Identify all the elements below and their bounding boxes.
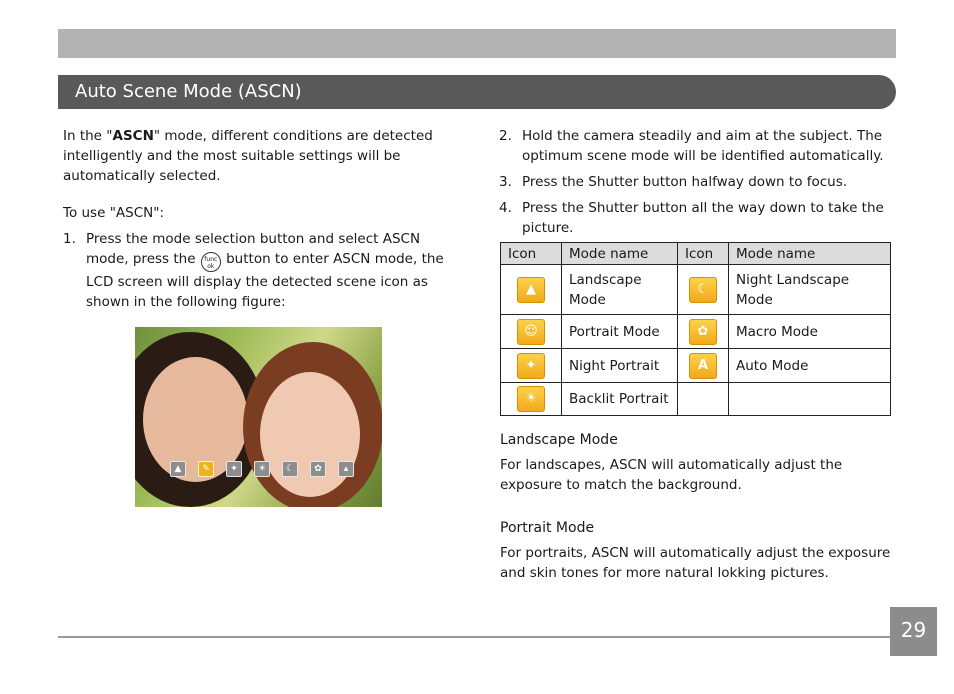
intro-suffix: " mode, different conditions are detected intelligently and the most suitable settings will be automatically selected.: [63, 128, 433, 184]
portrait-text: For portraits, ASCN will automatically adjust the exposure and skin tones for more natural lokking pictures.: [500, 545, 891, 581]
table-cell: [501, 349, 562, 383]
table-cell: Portrait Mode: [562, 315, 678, 349]
backlit-portrait-icon: ☀: [517, 386, 545, 412]
table-cell: Macro Mode: [729, 315, 891, 349]
func-label: func: [204, 256, 218, 263]
landscape-mode-icon: ▲: [517, 277, 545, 303]
table-cell: [501, 315, 562, 349]
table-header: Mode name: [729, 243, 891, 265]
step-number: 2.: [499, 128, 512, 144]
table-row: [501, 349, 891, 383]
step-text: Press the mode selection button and select ASCN mode, press the: [86, 231, 421, 267]
table-cell: Backlit Portrait: [562, 383, 678, 416]
left-column: [63, 126, 453, 312]
table-cell: Landscape Mode: [562, 265, 678, 315]
step-4: [499, 198, 894, 238]
landscape-heading: Landscape Mode: [500, 432, 618, 448]
scene-mode-table: [500, 242, 891, 416]
auto-mode-icon: A: [689, 353, 717, 379]
footer-rule: [58, 636, 890, 638]
right-steps: [499, 126, 894, 238]
macro-mode-icon: ✿: [310, 461, 326, 477]
step-1: [63, 229, 453, 312]
backlit-portrait-icon: ☀: [254, 461, 270, 477]
lcd-sample-photo: [135, 327, 382, 507]
auto-mode-icon: ▴: [338, 461, 354, 477]
table-cell: [678, 315, 729, 349]
table-cell: [678, 265, 729, 315]
table-cell: [501, 265, 562, 315]
portrait-mode-icon: ✎: [198, 461, 214, 477]
portrait-mode-icon: ☺: [517, 319, 545, 345]
to-use-label: To use "ASCN":: [63, 205, 164, 221]
landscape-text: For landscapes, ASCN will automatically adjust the exposure to match the background.: [500, 457, 843, 493]
table-header: Icon: [501, 243, 562, 265]
intro-paragraph: [63, 126, 453, 186]
night-landscape-mode-icon: ☾: [282, 461, 298, 477]
ok-label: ok: [207, 263, 215, 270]
step-3: [499, 172, 894, 192]
section-title: Auto Scene Mode (ASCN): [75, 81, 302, 102]
landscape-mode-icon: ▲: [170, 461, 186, 477]
table-cell: Auto Mode: [729, 349, 891, 383]
step-number: 3.: [499, 174, 512, 190]
step-text: Press the Shutter button all the way down to take the picture.: [522, 200, 884, 236]
left-steps: [63, 229, 453, 312]
table-cell: [678, 349, 729, 383]
night-portrait-icon: ✦: [517, 353, 545, 379]
table-header: Icon: [678, 243, 729, 265]
top-bar: [58, 29, 896, 58]
intro-prefix: In the ": [63, 128, 113, 144]
portrait-heading: Portrait Mode: [500, 520, 595, 536]
table-header: Mode name: [562, 243, 678, 265]
intro-bold: ASCN: [112, 128, 154, 144]
table-row: [501, 315, 891, 349]
step-text: Press the Shutter button halfway down to focus.: [522, 174, 848, 190]
table-row: [501, 383, 891, 416]
table-cell: [729, 383, 891, 416]
step-number: 4.: [499, 200, 512, 216]
night-portrait-icon: ✦: [226, 461, 242, 477]
right-column: [499, 126, 894, 238]
step-text: Hold the camera steadily and aim at the subject. The optimum scene mode will be identified automatically.: [522, 128, 884, 164]
step-2: [499, 126, 894, 166]
table-cell: [678, 383, 729, 416]
section-header: [58, 75, 896, 109]
table-row: [501, 265, 891, 315]
night-landscape-mode-icon: ☾: [689, 277, 717, 303]
face-right: [260, 372, 360, 497]
step-number: 1.: [63, 231, 76, 247]
macro-mode-icon: ✿: [689, 319, 717, 345]
table-header-row: [501, 243, 891, 265]
table-cell: Night Landscape Mode: [729, 265, 891, 315]
table-cell: Night Portrait: [562, 349, 678, 383]
page-number: 29: [890, 607, 937, 656]
step-text-cont: button to enter ASCN mode, the LCD screen will display the detected scene icon as shown in the following figure:: [86, 251, 444, 310]
table-cell: [501, 383, 562, 416]
func-ok-button-icon: [201, 252, 221, 272]
